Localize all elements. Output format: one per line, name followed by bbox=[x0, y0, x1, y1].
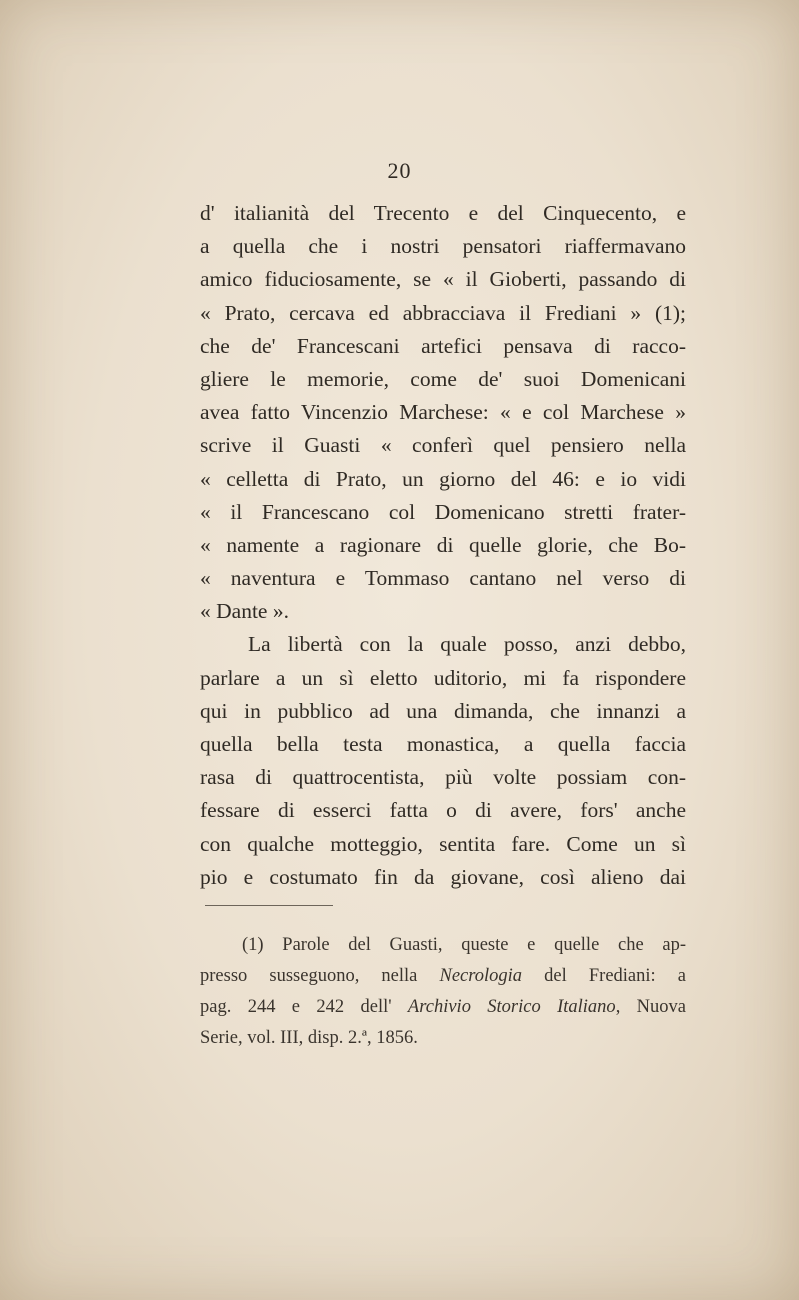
footnote-text: pag. 244 e 242 dell' bbox=[200, 997, 408, 1017]
footnote-text: presso susseguono, nella bbox=[200, 966, 440, 986]
footnote-text: , Nuova bbox=[615, 997, 686, 1017]
footnote-line bbox=[200, 961, 686, 992]
footnote-italic-title: Necrologia bbox=[439, 966, 523, 986]
text-line: gliere le memorie, come de' suoi Domenicani bbox=[200, 366, 686, 391]
text-line: rasa di quattrocentista, più volte possiam con- bbox=[200, 765, 686, 790]
footnote-line: Serie, vol. III, disp. 2.ª, 1856. bbox=[200, 1028, 418, 1048]
text-line: pio e costumato fin da giovane, così alieno dai bbox=[200, 864, 686, 889]
paragraph-start-line: La libertà con la quale posso, anzi debbo, bbox=[248, 632, 686, 657]
text-line: « Dante ». bbox=[200, 599, 289, 624]
footnote-text: del Frediani: a bbox=[522, 966, 686, 986]
text-line: « naventura e Tommaso cantano nel verso di bbox=[200, 566, 686, 591]
footnote-line bbox=[200, 992, 686, 1023]
text-line: « namente a ragionare di quelle glorie, che Bo- bbox=[200, 532, 686, 557]
footnote-separator bbox=[205, 905, 333, 906]
text-line: qui in pubblico ad una dimanda, che innanzi a bbox=[200, 698, 686, 723]
text-line: a quella che i nostri pensatori riaffermavano bbox=[200, 234, 686, 259]
text-line: fessare di esserci fatta o di avere, fors' anche bbox=[200, 798, 686, 823]
text-line: d' italianità del Trecento e del Cinquecento, e bbox=[200, 201, 686, 225]
text-line: con qualche motteggio, sentita fare. Come un sì bbox=[200, 831, 686, 856]
text-line: « il Francescano col Domenicano stretti frater- bbox=[200, 499, 686, 524]
footnote bbox=[200, 930, 686, 1054]
text-line: « celletta di Prato, un giorno del 46: e io vidi bbox=[200, 466, 686, 491]
text-line: quella bella testa monastica, a quella faccia bbox=[200, 732, 686, 756]
text-line: avea fatto Vincenzio Marchese: « e col Marchese » bbox=[200, 400, 686, 425]
text-line: « Prato, cercava ed abbracciava il Frediani » (1); bbox=[200, 300, 686, 325]
main-text bbox=[200, 197, 686, 894]
page-number: 20 bbox=[387, 158, 412, 183]
footnote-line: (1) Parole del Guasti, queste e quelle che ap- bbox=[242, 935, 686, 955]
footnote-italic-title: Archivio Storico Italiano bbox=[407, 997, 616, 1017]
text-line: scrive il Guasti « conferì quel pensiero nella bbox=[200, 433, 686, 458]
text-line: che de' Francescani artefici pensava di racco- bbox=[200, 333, 686, 358]
text-line: amico fiduciosamente, se « il Gioberti, passando di bbox=[200, 267, 686, 292]
text-line: parlare a un sì eletto uditorio, mi fa rispondere bbox=[200, 665, 686, 690]
